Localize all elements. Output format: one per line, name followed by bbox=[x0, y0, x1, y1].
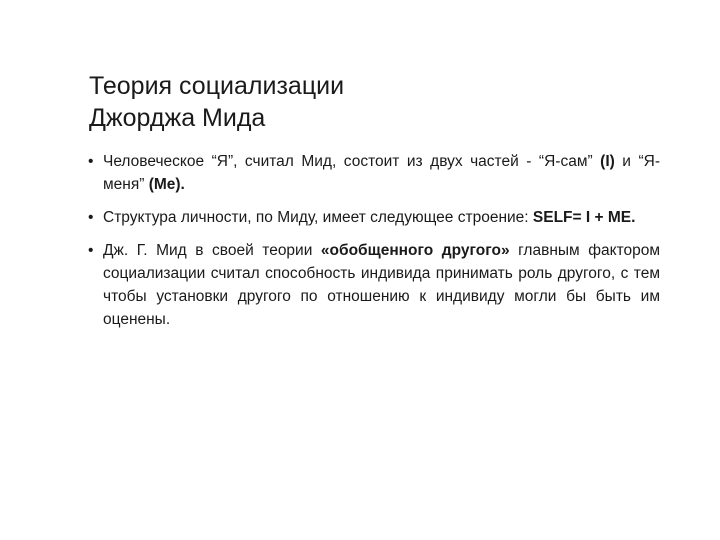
bullet-item-self-parts bbox=[86, 150, 660, 196]
bullet-text: и “Я-меня” bbox=[103, 153, 660, 193]
slide-title bbox=[89, 70, 649, 134]
bullet-bold-text: SELF= I + ME. bbox=[532, 209, 636, 226]
bullet-text: Человеческое “Я”, считал Мид, состоит из двух частей - “Я-сам” bbox=[103, 153, 601, 170]
bullet-bold-text: (Me). bbox=[148, 176, 185, 193]
bullet-text: главным фактором социализации считал способность индивида принимать роль другого, с тем чтобы установки другого по отношению к индивиду могли бы быть им оценены. bbox=[103, 242, 661, 328]
bullet-icon: • bbox=[88, 242, 94, 259]
slide-title-line-2: Джорджа Мида bbox=[89, 104, 266, 132]
bullet-item-generalized-other bbox=[86, 239, 660, 331]
bullet-icon: • bbox=[88, 209, 94, 226]
bullet-bold-text: (I) bbox=[600, 153, 615, 170]
bullet-item-structure bbox=[86, 206, 660, 229]
bullet-text: Дж. Г. Мид в своей теории bbox=[103, 242, 321, 259]
bullet-icon: • bbox=[88, 153, 94, 170]
bullet-list bbox=[86, 150, 660, 341]
bullet-text: Структура личности, по Миду, имеет следующее строение: bbox=[103, 209, 533, 226]
slide-title-line-1: Теория социализации bbox=[89, 72, 345, 100]
bullet-bold-text: «обобщенного другого» bbox=[320, 242, 510, 259]
